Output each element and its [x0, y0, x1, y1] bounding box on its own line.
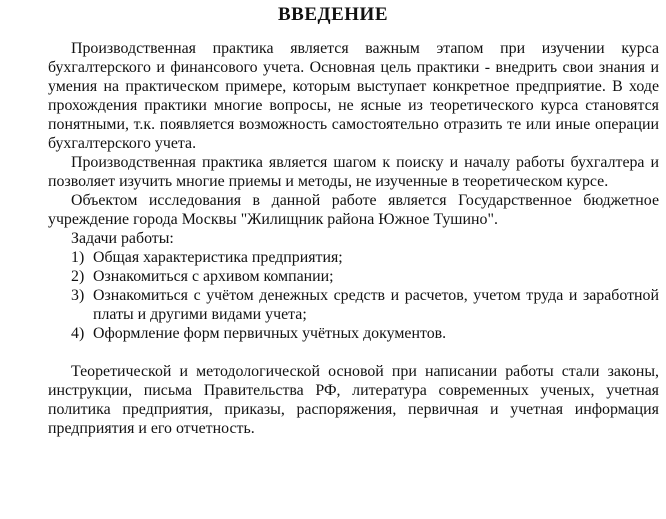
document-body	[48, 39, 659, 438]
task-item	[48, 248, 659, 267]
document-title: ВВЕДЕНИЕ	[278, 4, 388, 25]
paragraph-research-object: Объектом исследования в данной работе является Государственное бюджетное учреждение города Москвы "Жилищник района Южное Тушино".	[48, 192, 659, 228]
task-text: Оформление форм первичных учётных документов.	[93, 325, 447, 342]
paragraph-practice-importance: Производственная практика является важным этапом при изучении курса бухгалтерского и финансового учета. Основная цель практики - внедрить свои знания и умения на практическом примере, которым выступает конкретное предприятие. В ходе прохождения практики многие вопросы, не ясные из теоретического курса становятся понятными, т.к. появляется возможность самостоятельно отразить те или иные операции бухгалтерского учета.	[48, 40, 659, 152]
tasks-list	[48, 248, 659, 343]
paragraph-spacer	[48, 343, 659, 362]
task-item	[48, 286, 659, 324]
task-number: 2)	[71, 268, 85, 285]
task-number: 4)	[71, 325, 85, 342]
task-number: 1)	[71, 249, 85, 266]
task-item	[48, 267, 659, 286]
task-text: Ознакомиться с учётом денежных средств и расчетов, учетом труда и заработной платы и другими видами учета;	[93, 287, 659, 323]
task-item	[48, 324, 659, 343]
paragraph-methodology: Теоретической и методологической основой при написании работы стали законы, инструкции, письма Правительства РФ, литература современных ученых, учетная политика предприятия, приказы, распоряжения, первичная и учетная информация предприятия и его отчетность.	[48, 363, 659, 437]
paragraph-practice-step: Производственная практика является шагом к поиску и началу работы бухгалтера и позволяет изучить многие приемы и методы, не изученные в теоретическом курсе.	[48, 154, 659, 190]
task-number: 3)	[71, 287, 85, 304]
tasks-heading: Задачи работы:	[71, 230, 174, 247]
task-text: Общая характеристика предприятия;	[93, 249, 343, 266]
task-text: Ознакомиться с архивом компании;	[93, 268, 334, 285]
